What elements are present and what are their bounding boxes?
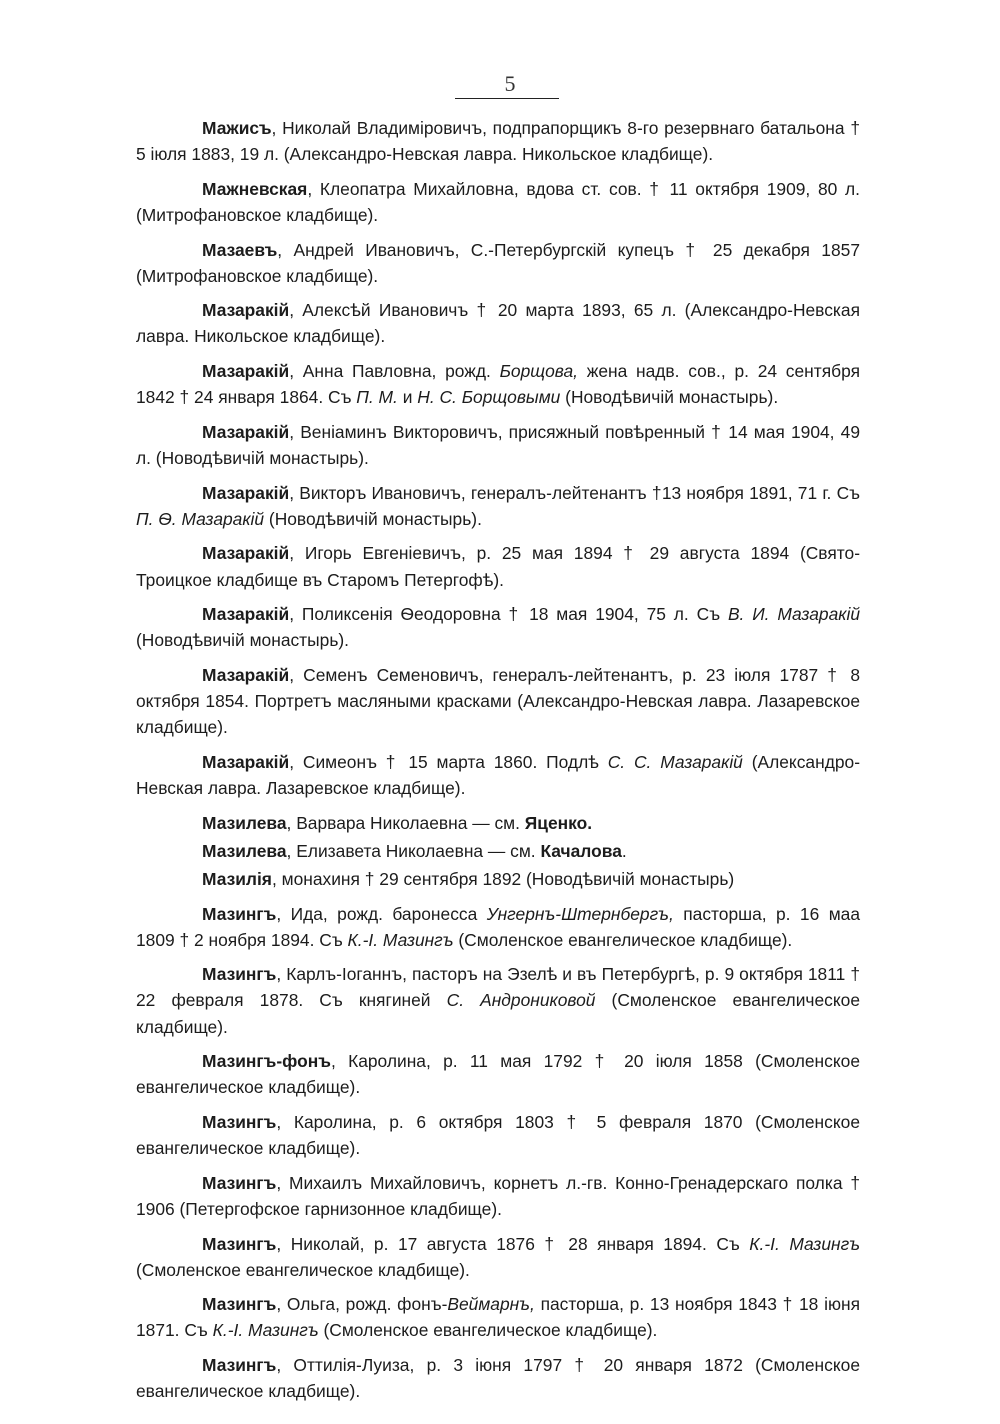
entry-text: , Николай Владимiровичъ, подпрапорщикъ 8-го резервнаго батальона † 5 iюля 1883, 19 л. (Александро-Невская лавра. Никольское кладбище). [136,118,860,165]
entry [136,866,860,892]
entry-text: , Андрей Ивановичъ, С.-Петербургскiй купецъ † 25 декабря 1857 (Митрофановское кладбище). [136,239,860,286]
entry-text: , Анна Павловна, рожд. [289,361,500,382]
entry-surname: Мазингъ [202,1355,277,1376]
entry-text: , Алексѣй Ивановичъ † 20 марта 1893, 65 л. (Александро-Невская лавра. Никольское кладбище). [136,300,860,347]
entry-surname: Мазаракiй [202,482,290,503]
entry-surname: Мажисъ [202,118,272,138]
entry [136,901,860,953]
entry-reference: С. Андрониковой [446,990,596,1011]
entry-reference: К.-I. Мазингъ [347,929,454,950]
entry [136,540,860,592]
entry [136,961,860,1039]
entry [136,1291,860,1343]
entry-cross-reference: Яценко. [524,812,593,833]
entry-text: , Каролина, р. 6 октября 1803 † 5 февраля 1870 (Смоленское евангелическое кладбище). [136,1112,860,1159]
entry-text: , Симеонъ † 15 марта 1860. Подлѣ [289,751,608,772]
entry-surname: Мазаракiй [202,300,290,321]
entry-surname: Мазаевъ [202,239,278,260]
entry-reference: К.-I. Мазингъ [749,1233,860,1254]
entry-surname: Мазаракiй [202,604,290,625]
entry [136,176,860,228]
entry-text: , Викторъ Ивановичъ, генералъ-лейтенантъ †13 ноября 1891, 71 г. Съ [289,482,860,503]
entry-text: (Смоленское евангелическое кладбище). [453,929,793,950]
entry [136,1231,860,1283]
page-number: 5 [504,71,516,96]
entry-surname: Мазилiя [202,868,272,889]
entry-text: , монахиня † 29 сентября 1892 (Новодѣвичiй монастырь) [271,868,735,889]
entry-surname: Мазаракiй [202,751,290,772]
entry-surname: Мазингъ-фонъ [202,1051,331,1072]
entry [136,1352,860,1404]
entry-text: пасторша, р. 13 ноября 1843 † 18 iюня 1871. Съ [136,1294,861,1341]
entry-text: и [397,387,418,408]
entry-text: , Игорь Евгенiевичъ, р. 25 мая 1894 † 29 августа 1894 (Свято-Троицкое кладбище въ Старомъ Петергофѣ). [136,543,860,590]
entry [136,115,860,167]
entry-reference: В. И. Мазаракiй [727,604,860,625]
entry-reference: П. Ѳ. Мазаракiй [136,508,265,529]
entry [136,601,860,653]
entry [136,749,860,801]
entry-text: , Варвара Николаевна — см. [286,812,525,833]
entry-text: , Семенъ Семеновичъ, генералъ-лейтенантъ, р. 23 iюля 1787 † 8 октября 1854. Портретъ масляными красками (Александро-Невская лавра. Лазаревское кладбище). [136,665,860,738]
entry-surname: Мазаракiй [202,665,290,686]
entry [136,237,860,289]
entry-text: , Поликсенiя Ѳеодоровна † 18 мая 1904, 75 л. Съ [289,604,728,625]
entry-surname: Мазингъ [202,964,277,985]
entry [136,838,860,864]
entry [136,297,860,349]
entry-surname: Мажневская [202,178,308,199]
entry [136,358,860,410]
entry-text: (Смоленское евангелическое кладбище). [318,1320,658,1341]
entry-text: . [621,840,627,861]
entry-surname: Мазилева [202,812,287,833]
entry-text: , Елизавета Николаевна — см. [286,840,541,861]
entry-surname: Мазингъ [202,1112,277,1132]
entry-text: , Ида, рожд. баронесса [276,903,487,924]
entry-cross-reference: Качалова [540,840,622,861]
entry-text: пасторша, р. 16 маа 1809 † 2 ноября 1894. Съ [136,903,860,950]
entry-text: , Оттилiя-Луиза, р. 3 iюня 1797 † 20 января 1872 (Смоленское евангелическое кладбище). [136,1355,860,1402]
entry [136,1048,860,1100]
entry-reference: С. С. Мазаракiй [607,751,743,772]
entry-surname: Мазаракiй [202,543,290,564]
page-number-rule [455,98,559,99]
entry-reference: К.-I. Мазингъ [212,1320,319,1341]
entry-text: (Смоленское евангелическое кладбище). [136,1259,470,1280]
entry-text: (Новодѣвичiй монастырь). [560,387,779,408]
entry [136,1109,860,1161]
entry-text: , Карлъ-Iоганнъ, пасторъ на Эзелѣ и въ Петербургѣ, р. 9 октября 1811 † 22 февраля 1878. Съ княгиней [136,964,860,1011]
entry-text: , Клеопатра Михайловна, вдова ст. сов. † 11 октября 1909, 80 л. (Митрофановское кладбище). [136,178,860,225]
entry-surname: Мазингъ [202,1172,277,1193]
entry-text: (Смоленское евангелическое кладбище). [136,990,860,1037]
entry-text: , Михаилъ Михайловичъ, корнетъ л.-гв. Конно-Гренадерскаго полка † 1906 (Петергофское гарнизонное кладбище). [136,1172,860,1219]
entry [136,480,860,532]
entry-text: жена надв. сов., р. 24 сентября 1842 † 24 января 1864. Съ [136,361,860,408]
entry-text: , Ольга, рожд. фонъ- [276,1294,448,1315]
entry-reference: Н. С. Борщовыми [417,387,561,408]
entry-surname: Мазингъ [202,903,277,924]
entry-reference: Борщова, [499,361,578,382]
entry [136,662,860,740]
entry-text: , Каролина, р. 11 мая 1792 † 20 iюля 1858 (Смоленское евангелическое кладбище). [136,1051,860,1098]
entry [136,419,860,471]
entry-text: (Новодѣвичiй монастырь). [264,508,482,529]
entry-text: , Николай, р. 17 августа 1876 † 28 января 1894. Съ [276,1233,750,1254]
entry-reference: Унгернъ-Штернбергъ, [486,903,674,924]
entry-surname: Мазаракiй [202,421,290,442]
entry-surname: Мазингъ [202,1233,277,1254]
entry-text: , Венiаминъ Викторовичъ, присяжный повѣренный † 14 мая 1904, 49 л. (Новодѣвичiй монастырь). [136,421,860,468]
entry [136,1170,860,1222]
entry-reference: Веймарнъ, [447,1294,535,1315]
entry [136,810,860,836]
entry-list [136,115,860,1413]
entry-surname: Мазаракiй [202,361,290,382]
entry-text: (Александро-Невская лавра. Лазаревское кладбище). [136,751,860,798]
entry-surname: Мазилева [202,840,287,861]
entry-reference: П. М. [356,387,398,408]
entry-surname: Мазингъ [202,1294,277,1315]
entry-text: (Новодѣвичiй монастырь). [136,630,350,651]
